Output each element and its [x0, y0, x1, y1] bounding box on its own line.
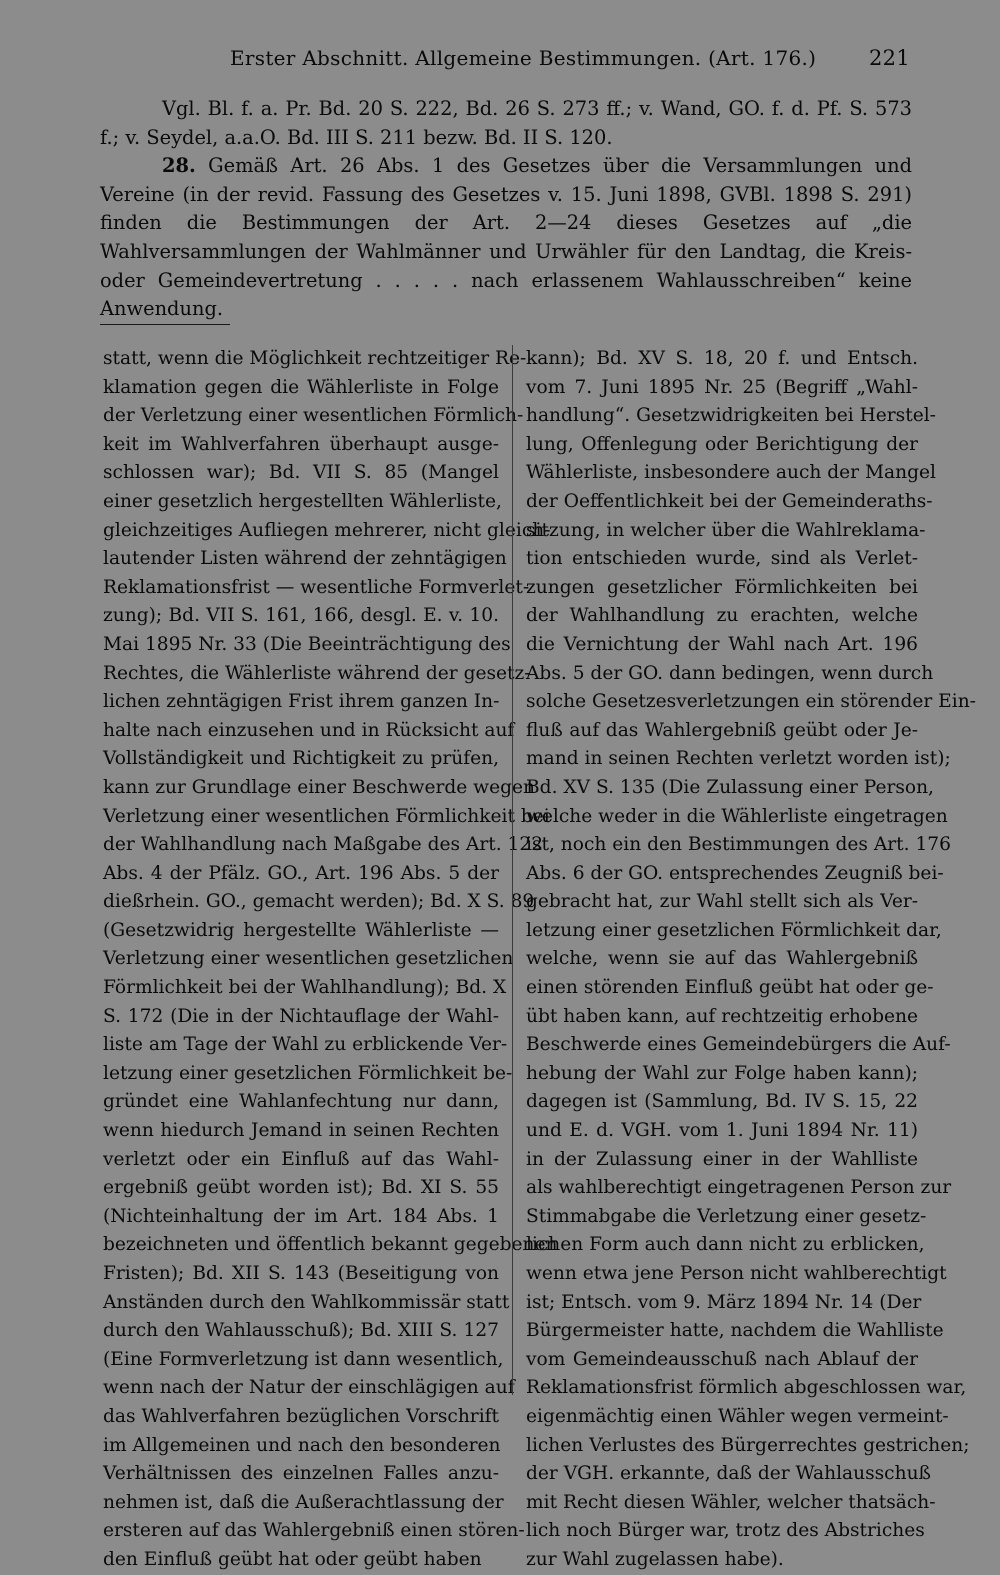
footnote-line: lich noch Bürger war, trotz des Abstriches	[526, 1520, 925, 1542]
footnote-line: (Eine Formverletzung ist dann wesentlich,	[103, 1348, 504, 1370]
paragraph-text: Vgl. Bl. f. a. Pr. Bd. 20 S. 222, Bd. 26 S. 273 ff.; v. Wand, GO. f. d. Pf. S. 573 f.; v. Seydel, a.a.O. Bd. III S. 211 bezw. Bd. II S. 120.	[100, 97, 912, 149]
footnote-line: kann zur Grundlage einer Beschwerde wegen	[103, 776, 535, 798]
footnote-line: handlung“. Gesetzwidrigkeiten bei Herstel-	[526, 405, 936, 427]
reference-paragraph	[100, 95, 912, 152]
footnote-line: Wählerliste, insbesondere auch der Mangel	[526, 462, 936, 484]
page-number: 221	[869, 46, 910, 70]
footnote-line: welche weder in die Wählerliste eingetragen	[526, 805, 948, 827]
footnote-line: der Verletzung einer wesentlichen Förmlich-	[103, 405, 524, 427]
footnote-line: Verhältnissen des einzelnen Falles anzu-	[103, 1463, 499, 1485]
footnote-line: lichen Verlustes des Bürgerrechtes gestrichen;	[526, 1434, 970, 1456]
footnote-line: und E. d. VGH. vom 1. Juni 1894 Nr. 11)	[526, 1120, 918, 1142]
footnote-line: statt, wenn die Möglichkeit rechtzeitiger Re-	[103, 348, 527, 369]
footnote-line: ersteren auf das Wahlergebniß einen stören-	[103, 1520, 525, 1542]
footnote-line: einer gesetzlich hergestellten Wählerliste,	[103, 490, 502, 512]
footnote-line: vom Gemeindeausschuß nach Ablauf der	[526, 1348, 918, 1370]
column-divider	[512, 345, 513, 1395]
footnote-line: Förmlichkeit bei der Wahlhandlung); Bd. X	[103, 977, 507, 999]
footnote-line: hebung der Wahl zur Folge haben kann);	[526, 1062, 918, 1084]
footnote-line: Mai 1895 Nr. 33 (Die Beeinträchtigung des	[103, 633, 511, 655]
footnote-column-right	[526, 345, 976, 1575]
footnote-line: der VGH. erkannte, daß der Wahlausschuß	[526, 1463, 931, 1485]
footnote-line: mit Recht diesen Wähler, welcher thatsäch-	[526, 1491, 936, 1513]
footnote-line: letzung einer gesetzlichen Förmlichkeit dar,	[526, 919, 942, 941]
footnote-line: zung); Bd. VII S. 161, 166, desgl. E. v. 10.	[103, 605, 499, 627]
footnote-line: gebracht hat, zur Wahl stellt sich als Ver-	[526, 891, 918, 913]
footnote-line: vom 7. Juni 1895 Nr. 25 (Begriff „Wahl-	[526, 376, 918, 398]
footnote-line: ist, noch ein den Bestimmungen des Art. 176	[526, 834, 951, 856]
footnote-line: schlossen war); Bd. VII S. 85 (Mangel	[103, 462, 499, 484]
footnote-line: keit im Wahlverfahren überhaupt ausge-	[103, 433, 499, 455]
footnote-line: kann); Bd. XV S. 18, 20 f. und Entsch.	[526, 348, 918, 369]
footnote-line: der Oeffentlichkeit bei der Gemeinderaths-	[526, 490, 933, 512]
footnote-line: im Allgemeinen und nach den besonderen	[103, 1434, 501, 1456]
footnote-line: in der Zulassung einer in der Wahlliste	[526, 1148, 918, 1170]
footnote-line: lung, Offenlegung oder Berichtigung der	[526, 433, 918, 455]
footnote-line: welche, wenn sie auf das Wahlergebniß	[526, 948, 918, 970]
footnote-line: der Wahlhandlung nach Maßgabe des Art. 122	[103, 834, 544, 856]
footnote-line: nehmen ist, daß die Außerachtlassung der	[103, 1491, 504, 1513]
footnote-line: lichen Form auch dann nicht zu erblicken,	[526, 1234, 925, 1256]
footnote-line: verletzt oder ein Einfluß auf das Wahl-	[103, 1148, 499, 1170]
footnote-line: Fristen); Bd. XII S. 143 (Beseitigung von	[103, 1263, 499, 1284]
footnote-separator	[100, 324, 230, 325]
main-text	[100, 95, 912, 324]
footnote-line: Beschwerde eines Gemeindebürgers die Auf-	[526, 1034, 951, 1056]
paragraph-text: Gemäß Art. 26 Abs. 1 des Gesetzes über die Versammlungen und Vereine (in der revid. Fassung des Gesetzes v. 15. Juni 1898, GVBl. 1898 S. 291) finden die Bestimmungen der Art. 2—24 dieses Gesetzes auf „die Wahlversammlungen der Wahlmänner und Urwähler für den Landtag, die Kreis- oder Gemeindevertretung . . . . . nach erlassenem Wahlausschreiben“ keine Anwendung.	[100, 154, 912, 321]
footnote-line: fluß auf das Wahlergebniß geübt oder Je-	[526, 719, 918, 741]
footnote-line: zungen gesetzlicher Förmlichkeiten bei	[526, 576, 918, 598]
footnote-line: dießrhein. GO., gemacht werden); Bd. X S. 89	[103, 891, 535, 913]
footnote-line: Reklamationsfrist — wesentliche Formverlet-	[103, 576, 530, 598]
footnote-line: wenn etwa jene Person nicht wahlberechtigt	[526, 1263, 947, 1284]
footnote-line: Abs. 5 der GO. dann bedingen, wenn durch	[526, 662, 934, 684]
numbered-paragraph	[100, 152, 912, 324]
footnote-line: lichen zehntägigen Frist ihrem ganzen In-	[103, 691, 500, 713]
footnote-line: die Vernichtung der Wahl nach Art. 196	[526, 633, 918, 655]
footnote-line: Reklamationsfrist förmlich abgeschlossen war,	[526, 1377, 967, 1399]
footnote-line: Rechtes, die Wählerliste während der gesetz-	[103, 662, 531, 684]
footnote-line: durch den Wahlausschuß); Bd. XIII S. 127	[103, 1320, 499, 1342]
footnote-line: halte nach einzusehen und in Rücksicht auf	[103, 719, 515, 741]
footnote-line: Bd. XV S. 135 (Die Zulassung einer Person,	[526, 776, 934, 798]
footnote-line: Stimmabgabe die Verletzung einer gesetz-	[526, 1205, 927, 1227]
footnote-line: liste am Tage der Wahl zu erblickende Ver-	[103, 1034, 508, 1056]
footnote-line: mand in seinen Rechten verletzt worden ist);	[526, 748, 951, 770]
footnote-line: klamation gegen die Wählerliste in Folge	[103, 376, 499, 398]
footnote-line: Bürgermeister hatte, nachdem die Wahlliste	[526, 1320, 944, 1342]
footnote-line: ergebniß geübt worden ist); Bd. XI S. 55	[103, 1177, 499, 1199]
footnote-line: Verletzung einer wesentlichen gesetzlichen	[103, 948, 514, 970]
footnote-line: übt haben kann, auf rechtzeitig erhobene	[526, 1005, 918, 1027]
footnote-line: Abs. 6 der GO. entsprechendes Zeugniß bei-	[526, 862, 944, 884]
page-header	[100, 40, 910, 80]
footnote-line: lautender Listen während der zehntägigen	[103, 548, 507, 570]
footnote-line: solche Gesetzesverletzungen ein störender Ein-	[526, 691, 976, 713]
footnote-line: wenn hiedurch Jemand in seinen Rechten	[103, 1120, 499, 1142]
footnote-line: S. 172 (Die in der Nichtauflage der Wahl-	[103, 1005, 499, 1027]
footnote-line: der Wahlhandlung zu erachten, welche	[526, 605, 918, 627]
footnote-line: Vollständigkeit und Richtigkeit zu prüfen,	[103, 748, 499, 770]
running-title: Erster Abschnitt. Allgemeine Bestimmungen. (Art. 176.)	[230, 46, 817, 70]
footnote-line: wenn nach der Natur der einschlägigen auf	[103, 1377, 515, 1399]
footnote-line: eigenmächtig einen Wähler wegen vermeint-	[526, 1405, 949, 1427]
footnote-line: dagegen ist (Sammlung, Bd. IV S. 15, 22	[526, 1091, 918, 1113]
footnote-line: Verletzung einer wesentlichen Förmlichkeit bei	[103, 805, 550, 827]
footnote-line: Abs. 4 der Pfälz. GO., Art. 196 Abs. 5 der	[103, 862, 499, 884]
footnote-column-left	[103, 345, 558, 1575]
footnote-line: Anständen durch den Wahlkommissär statt	[103, 1291, 510, 1313]
footnote-line: letzung einer gesetzlichen Förmlichkeit be-	[103, 1062, 513, 1084]
footnote-line: gleichzeitiges Aufliegen mehrerer, nicht gleich-	[103, 519, 551, 541]
footnote-line: sitzung, in welcher über die Wahlreklama-	[526, 519, 926, 541]
footnote-line: gründet eine Wahlanfechtung nur dann,	[103, 1091, 499, 1113]
footnote-line: (Nichteinhaltung der im Art. 184 Abs. 1	[103, 1205, 499, 1227]
footnote-line: (Gesetzwidrig hergestellte Wählerliste —	[103, 919, 499, 941]
footnote-line: einen störenden Einfluß geübt hat oder ge-	[526, 977, 934, 999]
footnote-line: als wahlberechtigt eingetragenen Person zur	[526, 1177, 952, 1199]
footnote-line: den Einfluß geübt hat oder geübt haben	[103, 1548, 482, 1570]
footnote-line: tion entschieden wurde, sind als Verlet-	[526, 548, 918, 570]
footnote-line: das Wahlverfahren bezüglichen Vorschrift	[103, 1405, 499, 1427]
footnote-line: ist; Entsch. vom 9. März 1894 Nr. 14 (Der	[526, 1291, 922, 1313]
footnote-line: bezeichneten und öffentlich bekannt gegebenen	[103, 1234, 558, 1256]
paragraph-number: 28.	[162, 154, 196, 178]
footnote-line: zur Wahl zugelassen habe).	[526, 1548, 784, 1570]
